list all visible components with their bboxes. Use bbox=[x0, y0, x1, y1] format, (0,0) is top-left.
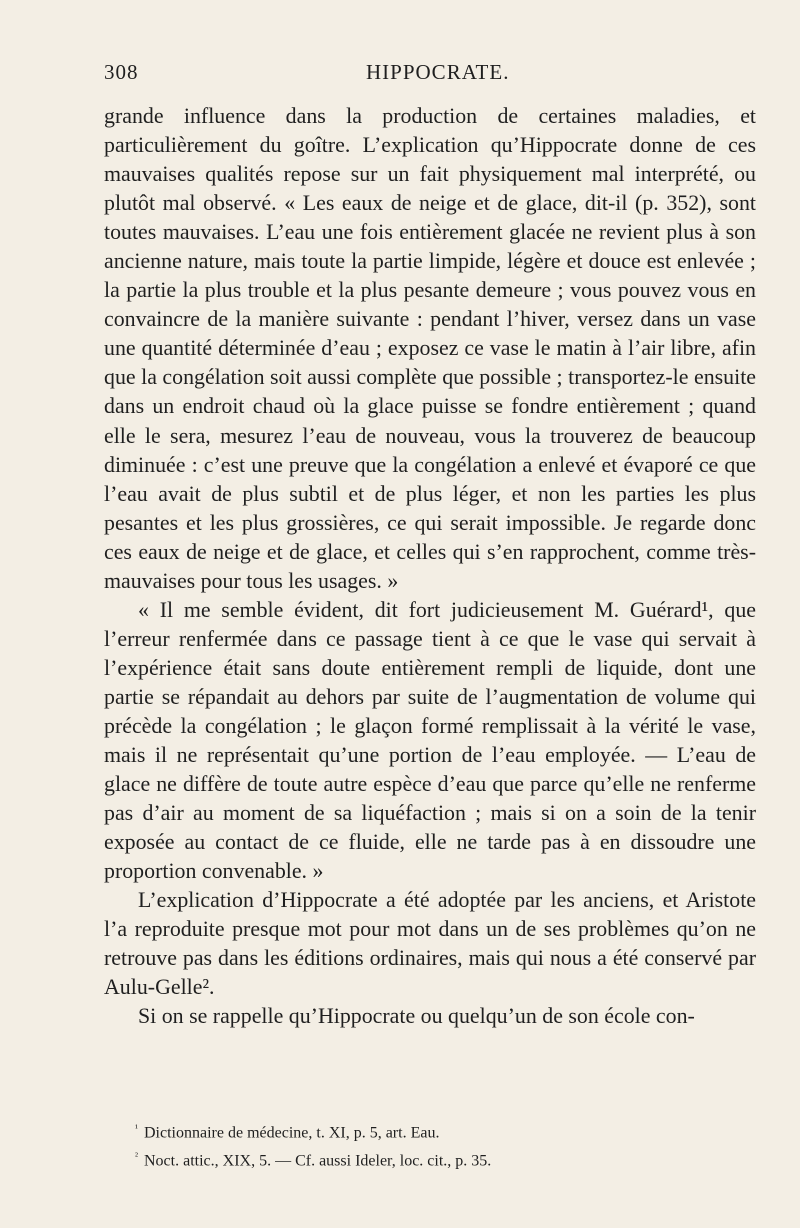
paragraph-4: Si on se rappelle qu’Hippocrate ou quelqu’un de son école con- bbox=[138, 1003, 695, 1029]
paragraph-2: « Il me semble évident, dit fort judicieusement M. Guérard¹, que l’erreur renfermée dans ce passage tient à ce que le vase qui servait à l’expérience était sans doute entièrement rempli de liquide, dont une partie se répandait au dehors par suite de l’augmentation de volume qui précède la congélation ; le glaçon formé remplissait à la vérité le vase, mais il ne représentait qu’une portion de l’eau employée. — L’eau de glace ne diffère de toute autre espèce d’eau que parce qu’elle ne renferme pas d’air au moment de sa liquéfaction ; mais si on a soin de la tenir exposée au contact de ce fluide, elle ne tarde pas à en dissoudre une proportion convenable. » bbox=[104, 596, 756, 884]
paragraph-1: grande influence dans la production de certaines maladies, et particulièrement du goître. L’explication qu’Hippocrate donne de ces mauvaises qualités repose sur un fait physiquement mal interprété, ou plutôt mal observé. « Les eaux de neige et de glace, dit-il (p. 352), sont toutes mauvaises. L’eau une fois entièrement glacée ne revient plus à son ancienne nature, mais toute la partie limpide, légère et douce est enlevée ; la partie la plus trouble et la plus pesante demeure ; vous pouvez vous en convaincre de la manière suivante : pendant l’hiver, versez dans un vase une quantité déterminée d’eau ; exposez ce vase le matin à l’air libre, afin que la congélation soit aussi complète que possible ; transportez-le ensuite dans un endroit chaud où la glace puisse se fondre entièrement ; quand elle le sera, mesurez l’eau de nouveau, vous la trouverez de beaucoup diminuée : c’est une preuve que la congélation a enlevé et évaporé ce que l’eau avait de plus subtil et de plus léger, et non les parties les plus pesantes et les plus grossières, ce qui serait impossible. Je regarde donc ces eaux de neige et de glace, et celles qui s’en rapprochent, comme très-mauvaises pour tous les usages. » bbox=[104, 103, 756, 593]
running-title: HIPPOCRATE. bbox=[366, 60, 510, 84]
footnote-marker-1: ¹ bbox=[135, 1123, 138, 1134]
footnote-2 bbox=[135, 1145, 755, 1173]
page-number: 308 bbox=[104, 60, 139, 84]
page-header bbox=[104, 60, 754, 94]
footnotes bbox=[135, 1117, 755, 1174]
footnote-text-1: Dictionnaire de médecine, t. XI, p. 5, art. Eau. bbox=[144, 1124, 440, 1142]
footnote-marker-2: ² bbox=[135, 1151, 138, 1163]
footnote-text-2: Noct. attic., XIX, 5. — Cf. aussi Ideler, loc. cit., p. 35. bbox=[144, 1152, 492, 1170]
main-text bbox=[104, 101, 756, 1031]
paragraph-3: L’explication d’Hippocrate a été adoptée par les anciens, et Aristote l’a reproduite presque mot pour mot dans un de ses problèmes qu’on ne retrouve pas dans les éditions ordinaires, mais qui nous a été conservé par Aulu-Gelle². bbox=[104, 887, 756, 1000]
footnote-1 bbox=[135, 1117, 755, 1145]
